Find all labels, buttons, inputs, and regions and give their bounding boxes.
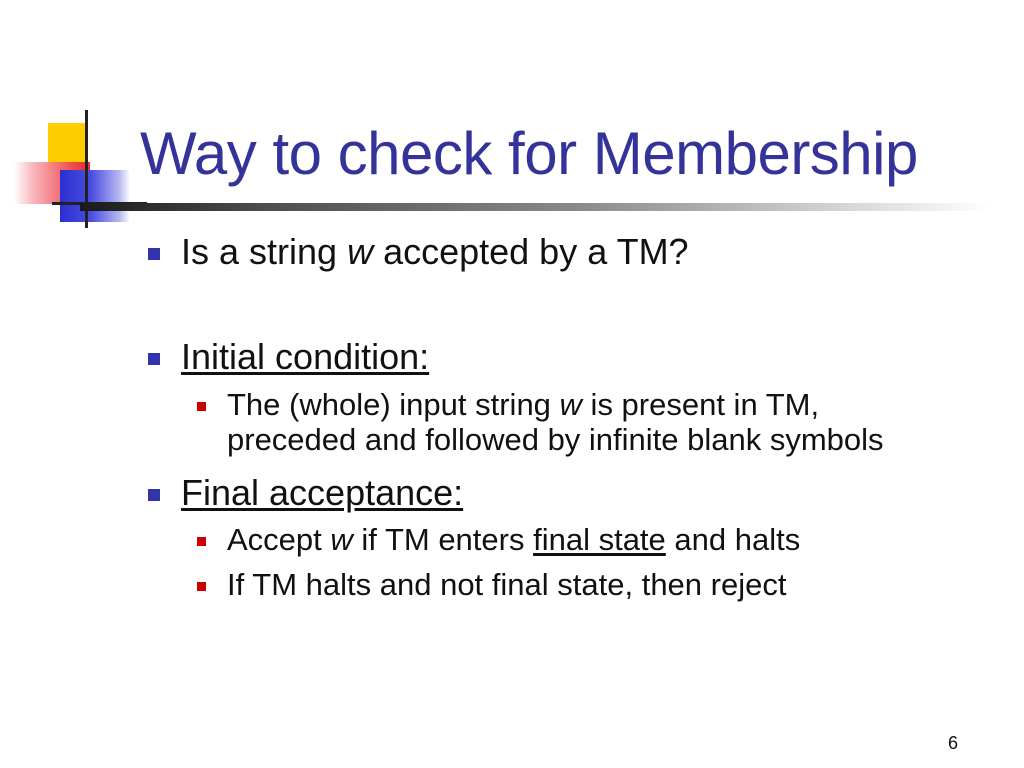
accept-w-detail [227,522,800,557]
level1-bullet-icon [148,248,160,260]
variable-w: w [330,522,353,557]
level2-bullet-icon [197,402,206,411]
bullet-text-part: Is a string [181,231,348,272]
detail-text-part: if TM enters [352,522,534,557]
page-number: 6 [948,733,959,753]
level2-bullet-icon [197,537,206,546]
final-state-term: final state [533,522,666,557]
bullet-text-part: accepted by a TM? [373,231,689,272]
final-acceptance-heading: Final acceptance: [181,472,464,513]
initial-condition-heading: Initial condition: [181,336,430,377]
title-underline [80,203,990,211]
level1-bullet-icon [148,353,160,365]
slide-title: Way to check for Membership [140,120,918,187]
level1-bullet-icon [148,489,160,501]
detail-text-part: is present in TM, [581,387,820,422]
variable-w: w [347,231,374,272]
detail-text-part: preceded and followed by infinite blank symbols [227,422,884,458]
detail-text-part: and halts [665,522,801,557]
initial-condition-detail [227,387,884,458]
blue-gradient-decoration [60,170,130,222]
detail-text-part: The (whole) input string [227,387,560,422]
detail-text-part: Accept [227,522,331,557]
bullet-is-a-string [181,230,689,273]
reject-detail: If TM halts and not final state, then reject [227,567,787,602]
level2-bullet-icon [197,582,206,591]
variable-w: w [559,387,582,422]
